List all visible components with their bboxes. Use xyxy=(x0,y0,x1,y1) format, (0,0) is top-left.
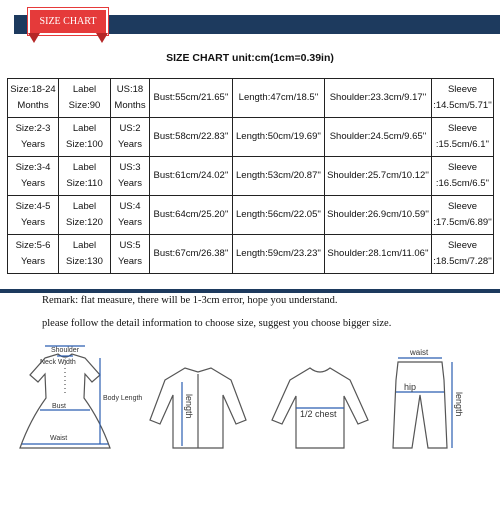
dress-neck-width-label: Neck Width xyxy=(40,359,76,366)
pants-diagram-icon xyxy=(393,358,452,448)
cell-label-size: Label Size:120 xyxy=(59,196,111,235)
cell-sleeve: Sleeve :17.5cm/6.89'' xyxy=(432,196,494,235)
sweater-chest-label: 1/2 chest xyxy=(300,409,337,419)
remark-box xyxy=(0,289,500,343)
dress-waist-label: Waist xyxy=(50,435,68,442)
cell-size: Size:18-24 Months xyxy=(8,79,59,118)
cell-label-size: Label Size:130 xyxy=(59,235,111,274)
cell-us-size: US:3 Years xyxy=(111,157,150,196)
remark-top-band xyxy=(0,289,500,293)
cell-length: Length:53cm/20.87'' xyxy=(233,157,325,196)
cell-length: Length:50cm/19.69'' xyxy=(233,118,325,157)
measurement-diagrams xyxy=(0,340,500,500)
table-row xyxy=(8,196,494,235)
cell-bust: Bust:64cm/25.20'' xyxy=(150,196,233,235)
cell-us-size: US:18 Months xyxy=(111,79,150,118)
cell-bust: Bust:58cm/22.83'' xyxy=(150,118,233,157)
pants-hip-label: hip xyxy=(404,382,417,392)
cell-us-size: US:5 Years xyxy=(111,235,150,274)
remark-line-2: please follow the detail information to choose size, suggest you choose bigger size. xyxy=(42,318,392,329)
table-row xyxy=(8,118,494,157)
cell-shoulder: Shoulder:24.5cm/9.65'' xyxy=(325,118,432,157)
cell-sleeve: Sleeve :15.5cm/6.1'' xyxy=(432,118,494,157)
badge-ribbon-icon xyxy=(28,33,108,45)
dress-bust-label: Bust xyxy=(52,403,67,410)
cell-us-size: US:4 Years xyxy=(111,196,150,235)
dress-shoulder-label: Shoulder xyxy=(51,347,80,354)
pants-waist-label: waist xyxy=(410,348,429,357)
cell-bust: Bust:67cm/26.38'' xyxy=(150,235,233,274)
cell-label-size: Label Size:100 xyxy=(59,118,111,157)
size-chart-title: SIZE CHART unit:cm(1cm=0.39in) xyxy=(166,52,334,64)
table-row xyxy=(8,79,494,118)
cell-bust: Bust:61cm/24.02'' xyxy=(150,157,233,196)
cell-length: Length:56cm/22.05'' xyxy=(233,196,325,235)
cell-shoulder: Shoulder:28.1cm/11.06'' xyxy=(325,235,432,274)
cell-bust: Bust:55cm/21.65'' xyxy=(150,79,233,118)
cell-label-size: Label Size:90 xyxy=(59,79,111,118)
cell-size: Size:4-5 Years xyxy=(8,196,59,235)
dress-body-length-label: Body Length xyxy=(103,395,143,402)
size-table xyxy=(7,78,494,274)
pants-length-label: length xyxy=(454,392,464,417)
cell-size: Size:3-4 Years xyxy=(8,157,59,196)
cell-sleeve: Sleeve :14.5cm/5.71'' xyxy=(432,79,494,118)
cell-sleeve: Sleeve :18.5cm/7.28'' xyxy=(432,235,494,274)
size-chart-badge: SIZE CHART xyxy=(28,8,108,35)
table-row xyxy=(8,235,494,274)
cell-shoulder: Shoulder:23.3cm/9.17'' xyxy=(325,79,432,118)
shirt-diagram-icon xyxy=(150,368,246,448)
cell-sleeve: Sleeve :16.5cm/6.5'' xyxy=(432,157,494,196)
cell-size: Size:5-6 Years xyxy=(8,235,59,274)
cell-shoulder: Shoulder:25.7cm/10.12'' xyxy=(325,157,432,196)
remark-line-1: Remark: flat measure, there will be 1-3cm error, hope you understand. xyxy=(42,295,338,306)
cell-size: Size:2-3 Years xyxy=(8,118,59,157)
cell-us-size: US:2 Years xyxy=(111,118,150,157)
cell-label-size: Label Size:110 xyxy=(59,157,111,196)
cell-shoulder: Shoulder:26.9cm/10.59'' xyxy=(325,196,432,235)
table-row xyxy=(8,157,494,196)
cell-length: Length:59cm/23.23'' xyxy=(233,235,325,274)
cell-length: Length:47cm/18.5'' xyxy=(233,79,325,118)
shirt-length-label: length xyxy=(184,394,194,419)
sweater-diagram-icon xyxy=(272,368,368,448)
